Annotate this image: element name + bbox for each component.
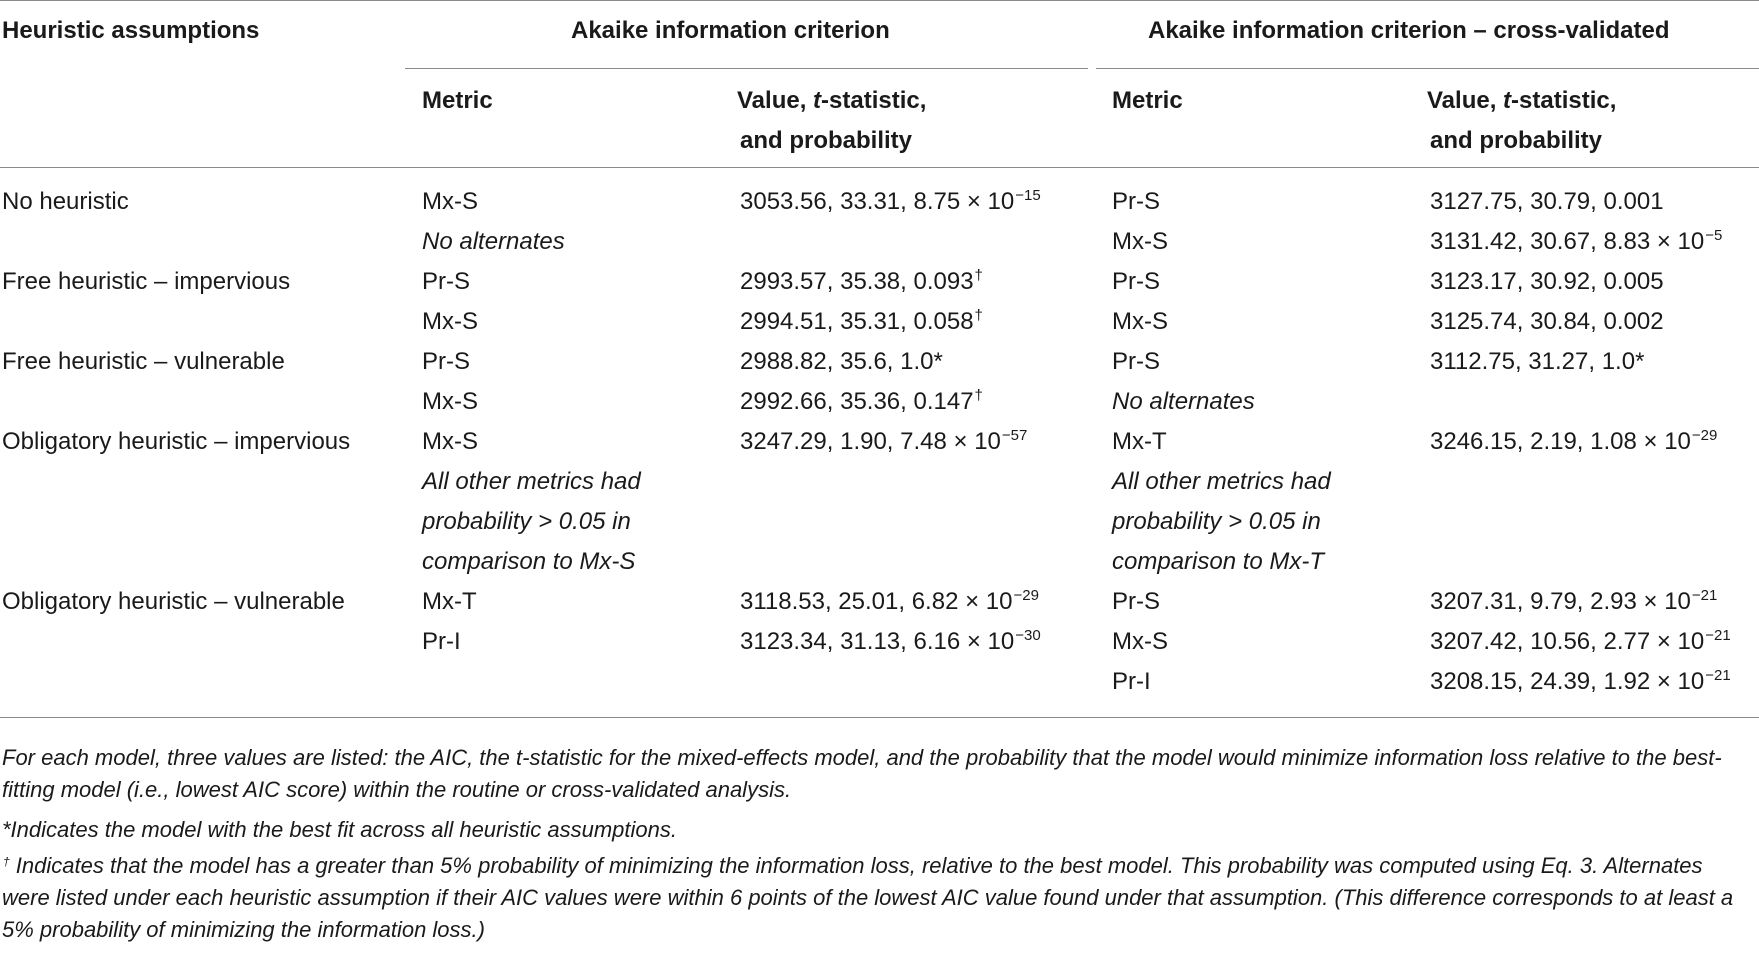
aic-metric-cell: Mx-S	[422, 428, 478, 455]
aic-metric-cell: All other metrics had	[422, 468, 641, 495]
aiccv-metric-cell: Mx-S	[1112, 308, 1168, 335]
aiccv-value-cell: 3208.15, 24.39, $1.92 \times 10^{-21}$	[1430, 667, 1731, 695]
aiccv-metric-header: Metric	[1112, 87, 1183, 114]
aiccv-metric-cell: Pr-S	[1112, 348, 1160, 375]
aiccv-metric-cell: Pr-S	[1112, 588, 1160, 615]
aic-metric-cell: Pr-I	[422, 628, 461, 655]
aiccv-value-cell: 3123.17, 30.92, 0.005	[1430, 268, 1664, 295]
aiccv-metric-cell: comparison to Mx-T	[1112, 548, 1325, 575]
aiccv-value-cell: 3127.75, 30.79, 0.001	[1430, 188, 1664, 215]
aic-value-cell: 2988.82, 35.6, 1.0*	[740, 348, 943, 375]
aic-metric-cell: Mx-S	[422, 188, 478, 215]
aiccv-value-cell: 3112.75, 31.27, 1.0*	[1430, 348, 1645, 375]
aic-value-cell: 3118.53, 25.01, $6.82 \times 10^{-29}$	[740, 587, 1039, 615]
aic-value-cell: 2993.57, 35.38, 0.093†	[740, 267, 983, 295]
aiccv-metric-cell: No alternates	[1112, 388, 1255, 415]
heuristic-cell: Free heuristic – vulnerable	[2, 348, 285, 375]
aic-metric-header: Metric	[422, 87, 493, 114]
heuristic-cell: Obligatory heuristic – vulnerable	[2, 588, 345, 615]
aic-metric-cell: Mx-S	[422, 388, 478, 415]
aiccv-metric-cell: Pr-S	[1112, 268, 1160, 295]
aic-metric-cell: Mx-S	[422, 308, 478, 335]
aic-group-rule	[405, 68, 1088, 69]
aiccv-value-header-line2: and probability	[1430, 127, 1603, 154]
aiccv-group-header: Akaike information criterion – cross-validated	[1148, 17, 1670, 44]
aiccv-metric-cell: probability > 0.05 in	[1112, 508, 1321, 535]
aiccv-metric-cell: All other metrics had	[1112, 468, 1331, 495]
aic-value-cell: 3053.56, 33.31, $8.75 \times 10^{-15}$	[740, 187, 1041, 215]
col-heuristic-header: Heuristic assumptions	[2, 17, 260, 44]
aic-metric-cell: comparison to Mx-S	[422, 548, 636, 575]
aiccv-value-cell: 3207.42, 10.56, $2.77 \times 10^{-21}$	[1430, 627, 1731, 655]
aic-value-cell: 3123.34, 31.13, $6.16 \times 10^{-30}$	[740, 627, 1041, 655]
aiccv-value-cell: 3246.15, 2.19, $1.08 \times 10^{-29}$	[1430, 427, 1718, 455]
aic-value-cell: 3247.29, 1.90, $7.48 \times 10^{-57}$	[740, 427, 1028, 455]
aiccv-group-rule	[1096, 68, 1759, 69]
aiccv-value-cell: 3131.42, 30.67, $8.83 \times 10^{-5}$	[1430, 227, 1723, 255]
aic-metric-cell: probability > 0.05 in	[422, 508, 631, 535]
footnote-values: For each model, three values are listed: the AIC, the t-statistic for the mixed-effects model, and the probability that the model would minimize information loss relative to the best-fitting model (i.e., lowest AIC score) within the routine or cross-validated analysis.	[2, 745, 1722, 802]
aic-metric-cell: No alternates	[422, 228, 565, 255]
aic-metric-cell: Pr-S	[422, 268, 470, 295]
aic-value-cell: 2994.51, 35.31, 0.058†	[740, 307, 983, 335]
aic-value-cell: 2992.66, 35.36, 0.147†	[740, 387, 983, 415]
footnote-best-fit: *Indicates the model with the best fit across all heuristic assumptions.	[2, 817, 677, 842]
footnote-alternates: † Indicates that the model has a greater than 5% probability of minimizing the information loss, relative to the best model. This probability was computed using Eq. 3. Alternates were listed under each heuristic assumption if their AIC values were within 6 points of the lowest AIC value found under that assumption. (This difference corresponds to at least a 5% probability of minimizing the information loss.)	[2, 853, 1734, 942]
aic-value-header-line1: Value, t-statistic,	[737, 87, 927, 114]
aic-metric-cell: Pr-S	[422, 348, 470, 375]
aiccv-metric-cell: Mx-T	[1112, 428, 1167, 455]
aic-value-header-line2: and probability	[740, 127, 913, 154]
aic-group-header: Akaike information criterion	[571, 17, 890, 44]
aiccv-metric-cell: Mx-S	[1112, 228, 1168, 255]
aiccv-metric-cell: Mx-S	[1112, 628, 1168, 655]
heuristic-cell: Free heuristic – impervious	[2, 268, 291, 295]
body-bottom-rule	[0, 717, 1759, 718]
aiccv-metric-cell: Pr-I	[1112, 668, 1151, 695]
header-bottom-rule	[0, 167, 1759, 168]
aic-metric-cell: Mx-T	[422, 588, 477, 615]
top-rule	[0, 0, 1759, 1]
aiccv-metric-cell: Pr-S	[1112, 188, 1160, 215]
aiccv-value-header-line1: Value, t-statistic,	[1427, 87, 1617, 114]
heuristic-cell: No heuristic	[2, 188, 129, 215]
aiccv-value-cell: 3125.74, 30.84, 0.002	[1430, 308, 1664, 335]
heuristic-cell: Obligatory heuristic – impervious	[2, 428, 351, 455]
aiccv-value-cell: 3207.31, 9.79, $2.93 \times 10^{-21}$	[1430, 587, 1718, 615]
